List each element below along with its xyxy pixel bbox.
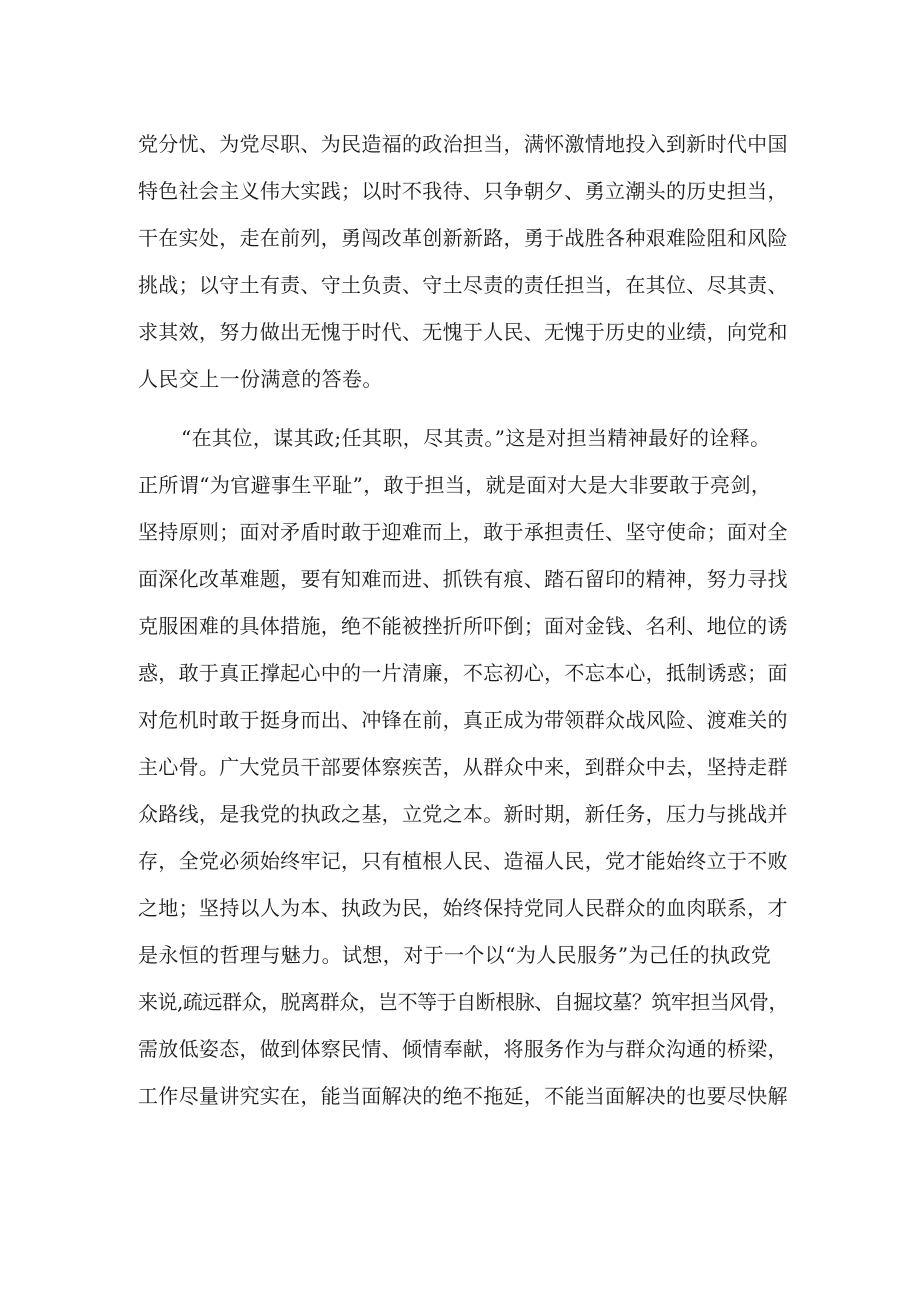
paragraph-line: 求其效，努力做出无愧于时代、无愧于人民、无愧于历史的业绩，向党和 [138, 320, 788, 344]
paragraph-line: 挑战；以守土有责、守土负责、守土尽责的责任担当，在其位、尽其责、 [138, 273, 788, 297]
paragraph-line: 人民交上一份满意的答卷。 [138, 367, 383, 391]
paragraph-line: 是永恒的哲理与魅力。试想，对于一个以“为人民服务”为己任的执政党 [138, 943, 772, 967]
paragraph-line: 工作尽量讲究实在，能当面解决的绝不拖延，不能当面解决的也要尽快解 [138, 1084, 788, 1108]
paragraph-line: 克服困难的具体措施，绝不能被挫折所吓倒；面对金钱、名利、地位的诱 [138, 614, 788, 638]
paragraph-line: 需放低姿态，做到体察民情、倾情奉献，将服务作为与群众沟通的桥梁， [138, 1037, 788, 1061]
paragraph-line: 坚持原则；面对矛盾时敢于迎难而上，敢于承担责任、坚守使命；面对全 [138, 520, 788, 544]
paragraph-line: 干在实处，走在前列，勇闯改革创新新路，勇于战胜各种艰难险阻和风险 [138, 226, 788, 250]
paragraph-line: “在其位，谋其政;任其职，尽其责。”这是对担当精神最好的诠释。 [181, 426, 771, 450]
paragraph-line: 主心骨。广大党员干部要体察疾苦，从群众中来，到群众中去，坚持走群 [138, 755, 788, 779]
paragraph-line: 特色社会主义伟大实践；以时不我待、只争朝夕、勇立潮头的历史担当， [138, 179, 788, 203]
paragraph-line: 党分忧、为党尽职、为民造福的政治担当，满怀激情地投入到新时代中国 [138, 132, 788, 156]
paragraph-line: 众路线，是我党的执政之基，立党之本。新时期，新任务，压力与挑战并 [138, 802, 788, 826]
paragraph-line: 存，全党必须始终牢记，只有植根人民、造福人民，党才能始终立于不败 [138, 849, 788, 873]
paragraph-line: 来说,疏远群众，脱离群众，岂不等于自断根脉、自掘坟墓？筑牢担当风骨， [138, 990, 788, 1014]
paragraph-line: 面深化改革难题，要有知难而进、抓铁有痕、踏石留印的精神，努力寻找 [138, 567, 788, 591]
paragraph-line: 惑，敢于真正撑起心中的一片清廉，不忘初心，不忘本心，抵制诱惑；面 [138, 661, 788, 685]
document-body [138, 0, 788, 1301]
paragraph-line: 对危机时敢于挺身而出、冲锋在前，真正成为带领群众战风险、渡难关的 [138, 708, 788, 732]
paragraph-line: 正所谓“为官避事生平耻”，敢于担当，就是面对大是大非要敢于亮剑， [138, 473, 772, 497]
paragraph-line: 之地；坚持以人为本、执政为民，始终保持党同人民群众的血肉联系，才 [138, 896, 788, 920]
